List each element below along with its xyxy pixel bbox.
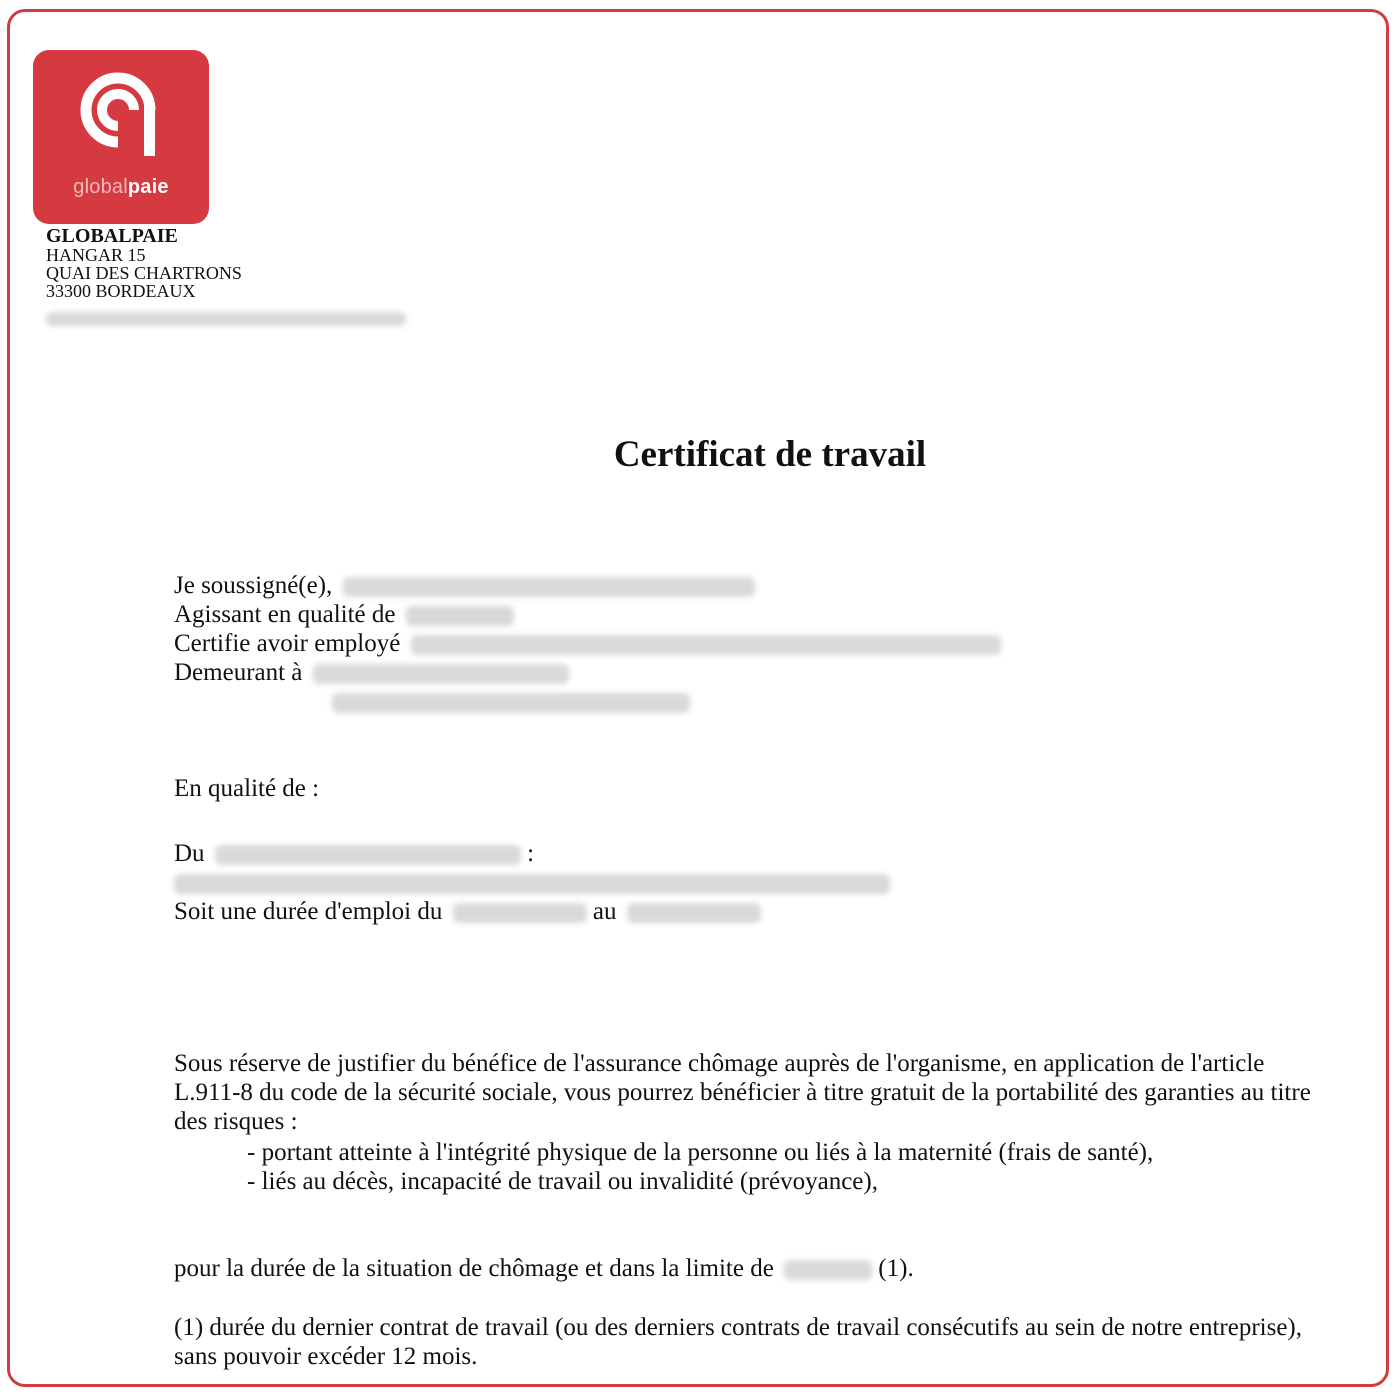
address-label: Demeurant à [174,659,303,686]
role-label: Agissant en qualité de [174,601,396,628]
employee-label: Certifie avoir employé [174,630,401,657]
declaration-line [174,687,1001,716]
declaration-line [174,629,1001,658]
redacted-job-description [174,874,890,894]
footnote: (1) durée du dernier contrat de travail (ou des derniers contrats de travail consécutifs au sein de notre entreprise), sans pouvoir excéder 12 mois. [174,1314,1303,1370]
logo-wordmark [33,176,209,199]
redacted-period [215,845,521,865]
company-name: GLOBALPAIE [46,225,178,247]
duration-label: Soit une durée d'emploi du [174,898,443,925]
redacted-text [46,312,406,326]
period-block [174,839,890,926]
declaration-line [174,658,1001,687]
redacted-signatory-name [343,577,755,597]
portability-limit [174,1254,914,1283]
globalpaie-logo-icon [78,62,164,162]
redacted-employee-name [411,635,1001,655]
portability-paragraph: Sous réserve de justifier du bénéfice de l'assurance chômage auprès de l'organisme, en application de l'article L.911-8 du code de la sécurité sociale, vous pourrez bénéficier à titre gratuit de la portabilité des garanties au titre des risques : [174,1050,1311,1135]
address-line: 33300 BORDEAUX [46,281,196,301]
limit-suffix: (1). [878,1255,914,1282]
address-line: HANGAR 15 [46,245,146,265]
portability-item: - liés au décès, incapacité de travail ou invalidité (prévoyance), [247,1168,878,1195]
company-address [46,226,406,326]
redacted-duration [784,1260,872,1280]
redacted-role [406,606,514,626]
period-line [174,868,890,897]
redacted-company-ids [46,308,406,326]
globalpaie-logo [33,50,209,224]
declaration-line [174,571,1001,600]
address-line: QUAI DES CHARTRONS [46,263,242,283]
logo-text-bold: paie [127,176,169,198]
du-label: Du [174,840,205,867]
position-label: En qualité de : [174,775,320,802]
limit-prefix: pour la durée de la situation de chômage et dans la limite de [174,1255,774,1282]
declaration-line [174,600,1001,629]
redacted-start-date [453,903,587,923]
signatory-label: Je soussigné(e), [174,572,333,599]
redacted-address-line [332,693,690,713]
redacted-end-date [627,903,761,923]
logo-text-light: global [73,176,128,198]
period-line [174,897,890,926]
au-label: au [592,898,617,925]
portability-item: - portant atteinte à l'intégrité physique de la personne ou liés à la maternité (frais de santé), [247,1139,1154,1166]
period-line [174,839,890,868]
declaration-block [174,571,1001,716]
period-colon: : [527,840,535,867]
document-title: Certificat de travail [613,434,927,475]
redacted-address-line [313,664,569,684]
